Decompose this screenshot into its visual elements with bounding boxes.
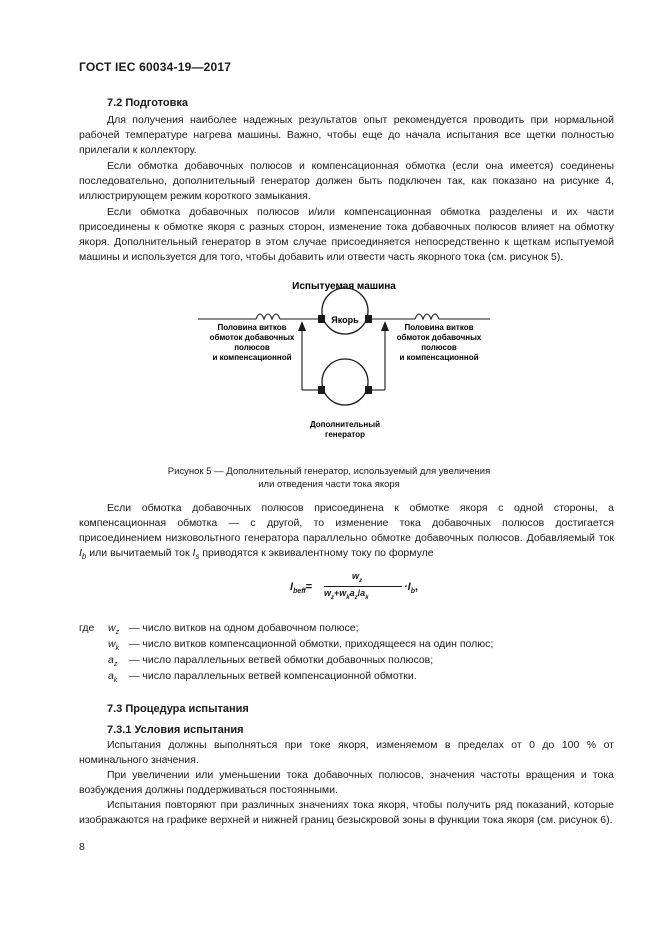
svg-text:Дополнительный: Дополнительный — [310, 420, 380, 429]
svg-text:Половина витков: Половина витков — [217, 323, 287, 332]
paragraph-7-2-1: Для получения наиболее надежных результатов опыт рекомендуется проводить при нормальной рабочей температуре нагрева машины. Важно, чтобы еще до начала испытания все щетки полностью прилегали к коллектору. — [79, 114, 614, 156]
var-row: $a_z$ — число параллельных ветвей обмотки добавочных полюсов; — [108, 654, 434, 669]
paragraph-7-3-1-3: Испытания повторяют при различных значениях тока якоря, чтобы получить ряд показаний, которые изображаются на графике верхней и нижней границ безыскровой зоны в функции тока якоря (см. рисунок 6). — [79, 799, 614, 826]
paragraph-7-3-1-1: Испытания должны выполняться при токе якоря, изменяемом в пределах от 0 до 100 % от номинального значения. — [79, 739, 614, 766]
paragraph-7-3-1-2: При увеличении или уменьшении тока добавочных полюсов, значения частоты вращения и тока возбуждения должны поддерживаться постоянными. — [79, 769, 614, 796]
generator-label — [310, 420, 380, 439]
formula-ibeff: $I_{beff}=$ $w_z$ $w_z+w_ka_z/a_k$ $\cdot I_b$, — [290, 571, 419, 601]
generator-right-brush — [365, 386, 372, 394]
page-number: 8 — [79, 841, 85, 853]
svg-text:и компенсационной: и компенсационной — [212, 353, 292, 362]
caption-line-1: Рисунок 5 — Дополнительный генератор, используемый для увеличения — [167, 466, 491, 477]
left-arrow-icon — [298, 321, 306, 331]
left-winding-label — [210, 323, 295, 362]
paragraph-7-2-3: Если обмотка добавочных полюсов и/или компенсационная обмотка разделены и их части присоединены к обмотке якоря с разных сторон, изменение тока добавочных полюсов влияет на обмотку якоря. Дополнительный генератор в этом случае присоединяется непосредственно к щеткам испытуемой машины и используется для того, чтобы добавить или отвести часть якорного тока (см. рисунок 5). — [79, 206, 614, 263]
caption-line-2: или отведения части тока якоря — [258, 479, 400, 490]
svg-text:и компенсационной: и компенсационной — [399, 353, 479, 362]
right-arrow-icon — [381, 321, 389, 331]
generator-circle — [322, 359, 368, 405]
left-coil-icon — [256, 314, 280, 319]
paragraph-after-figure: Если обмотка добавочных полюсов присоединена к обмотке якоря с одной стороны, а компенсационная обмотка — с другой, то изменение тока добавочных полюсов достигается присоединением низковольтного генератора параллельно обмотке добавочных полюсов. Добавляемый ток $I_b$ или вычитаемый ток $I_s$ приводятся к эквивалентному току по формуле — [79, 502, 614, 562]
armature-right-brush — [365, 315, 372, 323]
section-7-2-title: 7.2 Подготовка — [107, 97, 189, 109]
svg-text:обмоток добавочных: обмоток добавочных — [396, 333, 482, 342]
section-7-3-title: 7.3 Процедура испытания — [107, 703, 249, 715]
figure-5-caption — [79, 465, 579, 491]
right-coil-icon — [415, 314, 439, 319]
var-row: где $w_z$ — число витков на одном добавочном полюсе; — [79, 622, 359, 637]
svg-text:генератор: генератор — [325, 430, 365, 439]
variable-definitions — [79, 620, 619, 684]
armature-label: Якорь — [331, 315, 359, 325]
var-row: $a_k$ — число параллельных ветвей компенсационной обмотки. — [108, 670, 417, 685]
svg-text:полюсов: полюсов — [421, 343, 457, 352]
var-row: $w_k$ — число витков компенсационной обмотки, приходящееся на один полюс; — [108, 638, 494, 653]
fraction-bar — [324, 586, 402, 587]
machine-title: Испытуемая машина — [292, 281, 396, 292]
armature-circle — [322, 288, 368, 334]
svg-text:полюсов: полюсов — [234, 343, 270, 352]
paragraph-7-2-2: Если обмотка добавочных полюсов и компенсационная обмотка (если она имеется) соединены последовательно, дополнительный генератор должен быть подключен так, как показано на рисунке 4, иллюстрирующем режим короткого замыкания. — [79, 160, 614, 202]
section-7-3-1-title: 7.3.1 Условия испытания — [107, 724, 244, 736]
right-winding-label — [397, 323, 482, 362]
svg-text:обмоток добавочных: обмоток добавочных — [209, 333, 295, 342]
figure-5-circuit-diagram — [190, 275, 500, 455]
svg-text:Половина витков: Половина витков — [404, 323, 474, 332]
document-header: ГОСТ IEC 60034-19—2017 — [79, 60, 232, 74]
